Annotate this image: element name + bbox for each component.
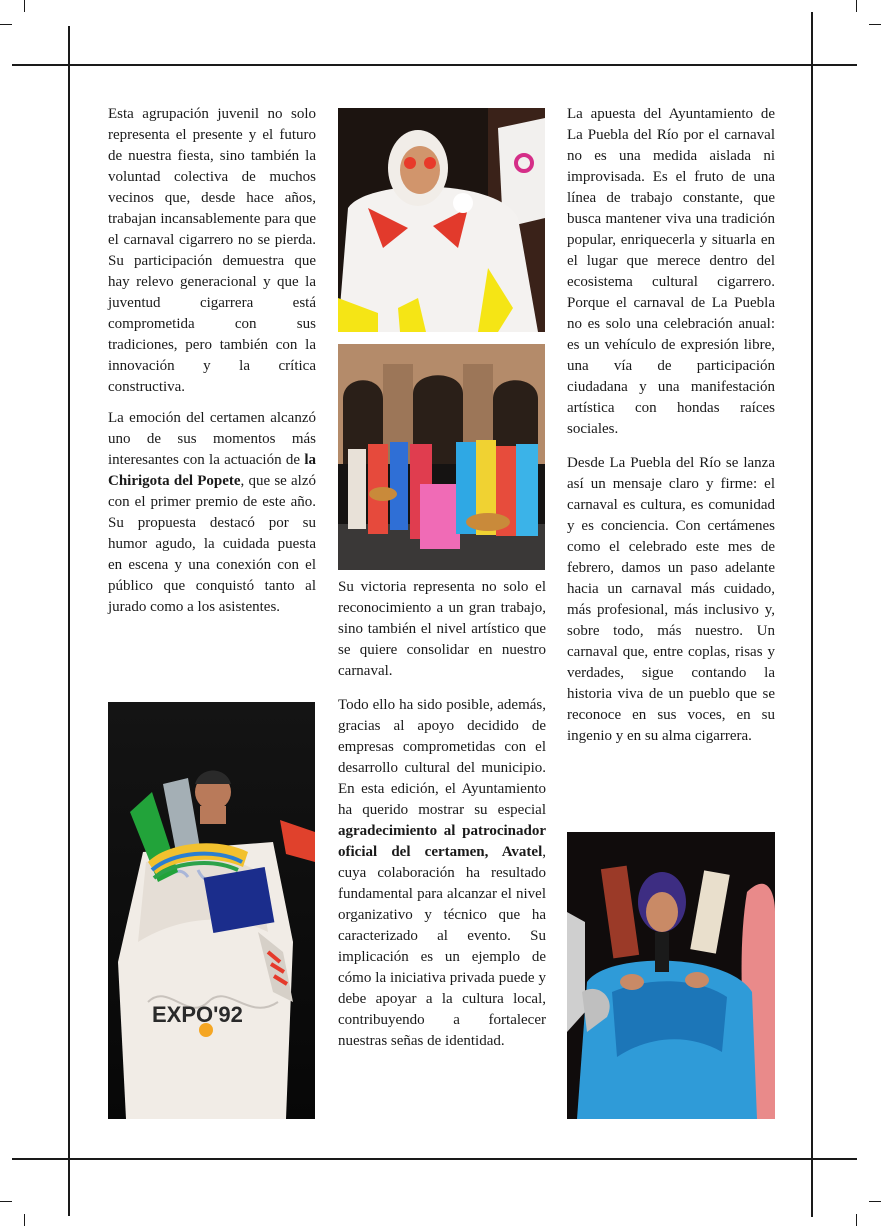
photo-clown-costume (338, 108, 545, 332)
photo-clown-illustration (338, 108, 545, 332)
photo-group-illustration (338, 344, 545, 570)
middle-paragraph-1: Su victoria representa no solo el reconocimiento a un gran trabajo, sino también el nivel artístico que se quiere consolidar en nuestro carnaval. (338, 579, 546, 679)
photo-performer-illustration (567, 832, 775, 1119)
middle-paragraph-2: Todo ello ha sido posible, además, gracias al apoyo decidido de empresas comprometidas con el desarrollo cultural del municipio. En esta edición, el Ayuntamiento ha querido mostrar su especial agradecimiento al patrocinador oficial del certamen, Avatel, cuya colaboración ha resultado fundamental para alcanzar el nivel organizativo y técnico que ha caracterizado al evento. Su implicación es un ejemplo de cómo la iniciativa privada puede y debe apoyar a la cultura local, contribuyendo a fortalecer nuestras señas de identidad. (338, 697, 546, 1049)
left-paragraph-1: Esta agrupación juvenil no solo representa el presente y el futuro de nuestra fiesta, sino también la voluntad colectiva de muchos vecinos que, desde hace años, trabajan incansablemente para que el carnaval cigarrero no se pierda. Su participación demuestra que hay relevo generacional y que la juventud cigarrera está comprometida con sus tradiciones, pero también con la innovación y la crítica constructiva. (108, 106, 316, 395)
crop-mark-tl-v (24, 0, 25, 12)
frame-left-rule (68, 26, 70, 1216)
crop-mark-br-h (869, 1201, 881, 1202)
column-right (567, 104, 775, 747)
right-paragraph-1: La apuesta del Ayuntamiento de La Puebla del Río por el carnaval no es una medida aislada ni improvisada. Es el fruto de una línea de trabajo constante, que busca mantener viva una tradición popular, enriquecerla y situarla en el lugar que merece dentro del ecosistema cultural cigarrero. Porque el carnaval de La Puebla no es solo una celebración anual: es un vehículo de expresión libre, una vía de participación ciudadana y una manifestación artística con hondas raíces sociales. (567, 106, 775, 437)
column-middle (338, 577, 546, 1052)
expo92-costume-text: EXPO'92 (152, 1002, 243, 1027)
crop-mark-tr-h (869, 24, 881, 25)
left-paragraph-2: La emoción del certamen alcanzó uno de sus momentos más interesantes con la actuación de la Chirigota del Popete, que se alzó con el primer premio de este año. Su propuesta destacó por su humor agudo, la cuidada puesta en escena y una conexión con el público que conquistó tanto al jurado como a los asistentes. (108, 410, 316, 615)
photo-expo92-illustration (108, 702, 315, 1119)
crop-mark-tr-v (856, 0, 857, 12)
crop-mark-tl-h (0, 24, 12, 25)
photo-expo92-costume (108, 702, 315, 1119)
photo-performer-blue (567, 832, 775, 1119)
column-left (108, 104, 316, 618)
right-paragraph-2: Desde La Puebla del Río se lanza así un mensaje claro y firme: el carnaval es cultura, es comunidad y es conciencia. Con certámenes como el celebrado este mes de febrero, damos un paso adelante hacia un carnaval más cuidado, más profesional, más inclusivo y, sobre todo, más nuestro. Un carnaval que, entre coplas, risas y verdades, sigue contando la historia viva de un pueblo que se reconoce en sus voces, en su ingenio y en su alma cigarrera. (567, 455, 775, 744)
crop-mark-bl-h (0, 1201, 12, 1202)
crop-mark-bl-v (24, 1214, 25, 1226)
frame-top-rule (12, 64, 857, 66)
sponsor-thanks: agradecimiento al patrocinador oficial del certamen, Avatel (338, 823, 546, 860)
frame-bottom-rule (12, 1158, 857, 1160)
frame-right-rule (811, 12, 813, 1217)
photo-group-chirigota (338, 344, 545, 570)
chirigota-name: la Chirigota del Popete (108, 452, 316, 489)
crop-mark-br-v (856, 1214, 857, 1226)
